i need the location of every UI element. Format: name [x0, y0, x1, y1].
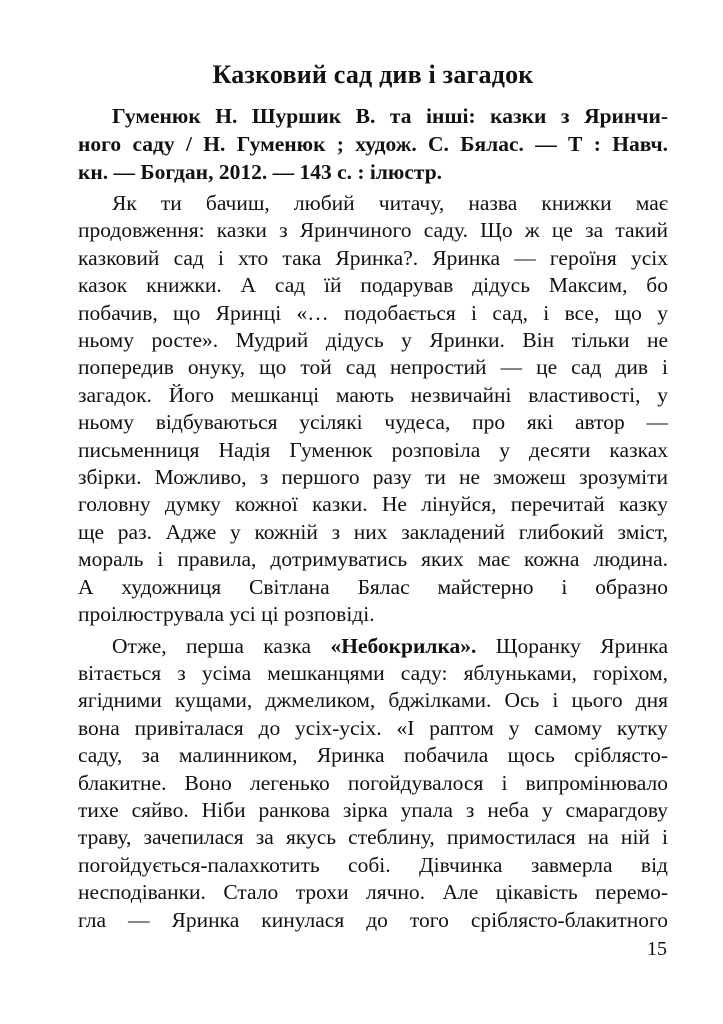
text-line	[78, 633, 668, 660]
text-line: казок книжки. А сад їй подарував дідусь Максим, бо	[78, 273, 668, 298]
text-line: збірки. Можливо, з першого разу ти не зможеш зрозуміти	[78, 465, 668, 490]
text-line: письменниця Надія Гуменюк розповіла у десяти казках	[78, 437, 668, 462]
page-content	[78, 58, 668, 934]
text-line: загадок. Його мешканці мають незвичайні властивості, у	[78, 382, 668, 407]
text-line: вона привіталася до усіх-усіх. «І раптом у самому кутку	[78, 715, 668, 740]
text-line: ягідними кущами, джмеликом, бджілками. Ось і цього дня	[78, 688, 668, 713]
text-line: казковий сад і хто така Яринка?. Яринка — героїня усіх	[78, 245, 668, 270]
text-line: Як ти бачиш, любий читачу, назва книжки має	[112, 191, 668, 215]
text-line: проілюструвала усі ці розповіді.	[78, 602, 375, 627]
text-line: несподіванки. Стало трохи лячно. Але цікавість перемо-	[78, 880, 668, 905]
text-line: ньому відбуваються усілякі чудеса, про які автор —	[78, 410, 668, 435]
bibliography-line: Гуменюк Н. Шуршик В. та інші: казки з Яринчи-	[112, 104, 668, 128]
bibliography-line: ного саду / Н. Гуменюк ; худож. С. Бялас. — Т : Навч.	[78, 132, 668, 156]
text-line: вітається з усіма мешканцями саду: яблуньками, горіхом,	[78, 660, 668, 685]
text-line: ще раз. Адже у кожній з них закладений глибокий зміст,	[78, 519, 668, 544]
text-line: побачив, що Яринці «… подобається і сад, і все, що у	[78, 300, 668, 325]
text-run: Отже, перша казка	[112, 633, 331, 658]
text-line: погойдується-палахкотить собі. Дівчинка завмерла від	[78, 852, 668, 877]
text-line: саду, за малинником, Яринка побачила щось сріблясто-	[78, 743, 668, 768]
story-title-bold: «Небокрилка».	[330, 633, 477, 658]
paragraph-intro	[78, 190, 668, 629]
text-line: попередив онуку, що той сад непростий — це сад див і	[78, 355, 668, 380]
page-number: 15	[647, 938, 667, 960]
text-line: головну думку кожної казки. Не лінуйся, перечитай казку	[78, 492, 668, 517]
text-line: гла — Яринка кинулася до того сріблясто-блакитного	[78, 907, 668, 932]
text-line: траву, зачепилася за якусь стеблину, примостилася на ній і	[78, 825, 668, 850]
paragraph-story	[78, 633, 668, 934]
text-run: Щоранку Яринка	[476, 633, 668, 658]
bibliography-entry	[78, 102, 668, 186]
text-line: А художниця Світлана Бялас майстерно і образно	[78, 574, 668, 599]
text-line: продовження: казки з Яринчиного саду. Що ж це за такий	[78, 218, 668, 243]
text-line: блакитне. Воно легенько погойдувалося і випромінювало	[78, 770, 668, 795]
bibliography-line: кн. — Богдан, 2012. — 143 с. : ілюстр.	[78, 160, 443, 184]
text-line: тихе сяйво. Ніби ранкова зірка упала з неба у смарагдову	[78, 797, 668, 822]
text-line: ньому росте». Мудрий дідусь у Яринки. Він тільки не	[78, 328, 668, 353]
page-title: Казковий сад див і загадок	[212, 60, 534, 89]
text-line: мораль і правила, дотримуватись яких має кожна людина.	[78, 547, 668, 572]
